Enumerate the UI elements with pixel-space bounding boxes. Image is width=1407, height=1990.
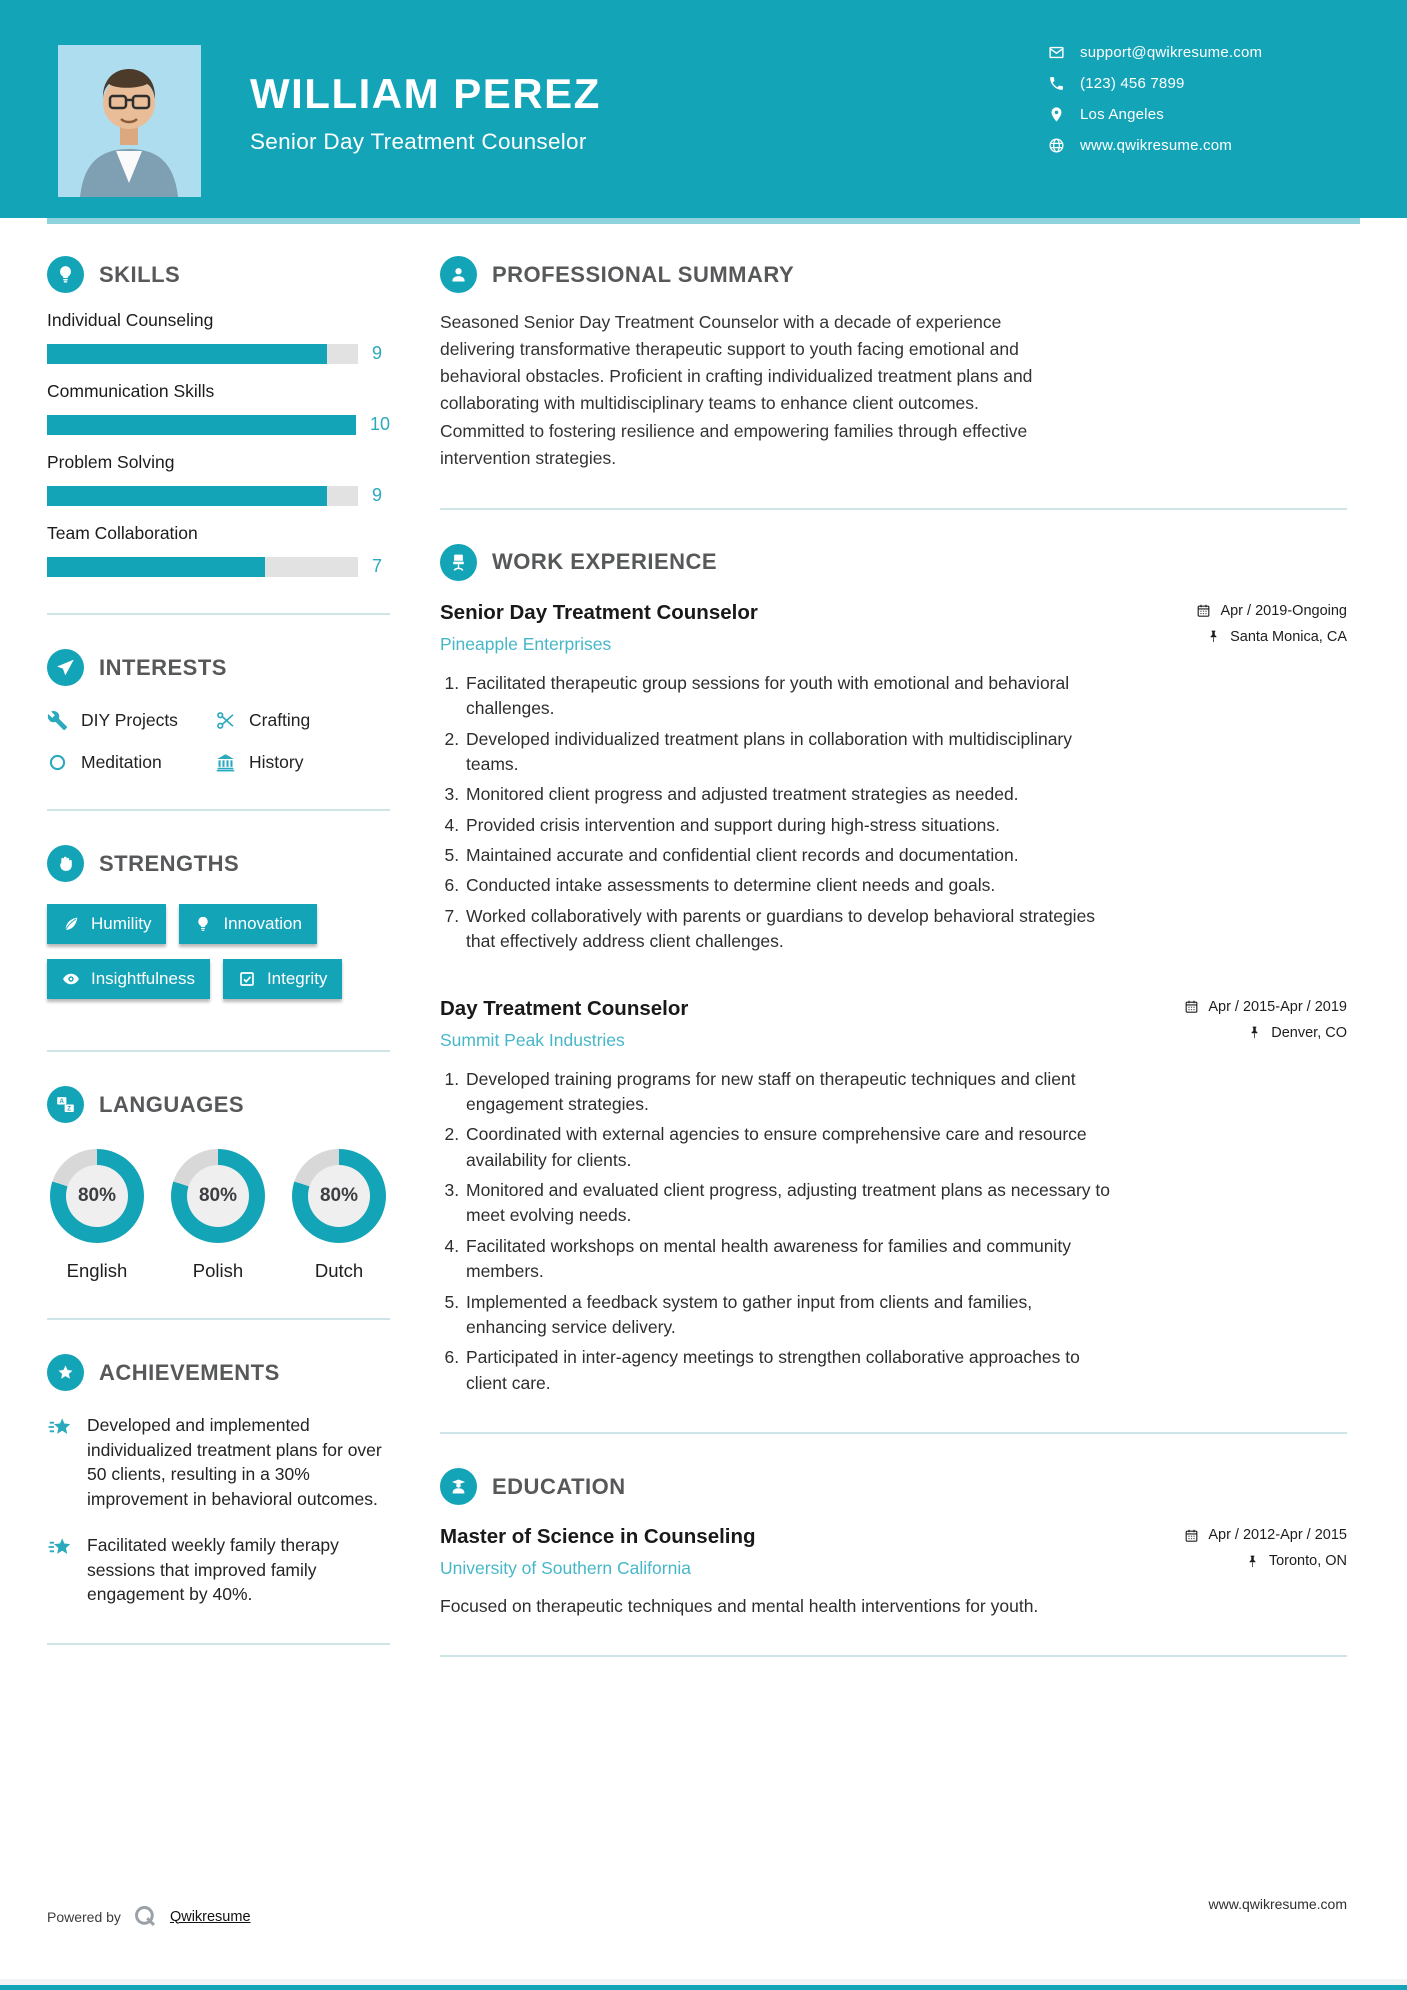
achievements-title: ACHIEVEMENTS xyxy=(99,1359,280,1385)
job-bullet: 3. Monitored client progress and adjusted treatment strategies as needed. xyxy=(464,782,1112,807)
skill-level: 10 xyxy=(369,414,390,434)
education-location-row xyxy=(1184,1553,1347,1569)
strength-chip xyxy=(47,959,210,999)
divider xyxy=(440,1655,1347,1657)
person-icon xyxy=(440,256,477,293)
museum-icon xyxy=(215,752,236,773)
skill-name: Problem Solving xyxy=(47,452,175,472)
language-item xyxy=(168,1149,268,1282)
strength-label: Humility xyxy=(91,914,152,933)
office-chair-icon xyxy=(440,544,477,581)
education-dates: Apr / 2012-Apr / 2015 xyxy=(1208,1527,1347,1543)
job-bullet: 1. Facilitated therapeutic group sessions for youth with emotional and behavioral challenges. xyxy=(464,671,1112,722)
profile-photo xyxy=(58,45,201,197)
job-dates-row xyxy=(1184,999,1347,1015)
job-location-row xyxy=(1184,1025,1347,1041)
strength-chip xyxy=(47,904,166,944)
summary-header xyxy=(440,256,1347,293)
skill-item xyxy=(47,452,390,506)
work-title: WORK EXPERIENCE xyxy=(492,549,718,575)
phone-icon xyxy=(1048,75,1065,92)
calendar-icon xyxy=(1184,1528,1199,1543)
contact-website-text: www.qwikresume.com xyxy=(1080,137,1232,154)
interests-section xyxy=(47,649,390,773)
skill-level: 9 xyxy=(372,485,383,505)
achievements-header xyxy=(47,1354,390,1391)
skill-level: 9 xyxy=(372,343,383,363)
skill-item xyxy=(47,381,390,435)
header xyxy=(0,0,1407,218)
job-location: Santa Monica, CA xyxy=(1230,628,1347,645)
skills-section xyxy=(47,256,390,577)
contact-location-row xyxy=(1048,106,1262,123)
job-dates: Apr / 2019-Ongoing xyxy=(1220,602,1347,619)
contact-phone-row xyxy=(1048,75,1262,92)
globe-icon xyxy=(1048,137,1065,154)
strength-label: Innovation xyxy=(223,914,302,933)
job-title: Senior Day Treatment Counselor xyxy=(440,600,758,624)
contact-phone-text: (123) 456 7899 xyxy=(1080,75,1185,92)
divider xyxy=(440,1432,1347,1434)
leaf-icon xyxy=(62,915,80,933)
skills-header xyxy=(47,256,390,293)
envelope-icon xyxy=(1048,44,1065,61)
interest-label: Meditation xyxy=(81,752,162,772)
skill-bar xyxy=(47,557,358,577)
pushpin-icon xyxy=(1247,1025,1262,1040)
bulb-icon xyxy=(194,915,212,933)
job-bullet: 6. Conducted intake assessments to determine client needs and goals. xyxy=(464,873,1112,898)
language-percent: 80% xyxy=(198,1185,238,1206)
skill-name: Team Collaboration xyxy=(47,523,198,543)
job-bullet: 4. Provided crisis intervention and support during high-stress situations. xyxy=(464,813,1112,838)
footer-branding xyxy=(47,1903,251,1930)
contact-block xyxy=(1048,44,1262,168)
skill-name: Individual Counseling xyxy=(47,310,214,330)
work-section xyxy=(440,544,1347,1396)
job-entry xyxy=(440,997,1347,1397)
job-company: Pineapple Enterprises xyxy=(440,633,612,654)
contact-location-text: Los Angeles xyxy=(1080,106,1164,123)
identity-block xyxy=(250,70,601,155)
job-dates-row xyxy=(1196,603,1347,619)
language-label: Polish xyxy=(192,1260,244,1281)
language-donut-chart xyxy=(292,1149,386,1243)
divider xyxy=(440,508,1347,510)
education-entry xyxy=(440,1525,1347,1619)
header-accent-strip xyxy=(47,218,1360,224)
svg-text:A: A xyxy=(59,1098,64,1106)
strength-label: Insightfulness xyxy=(91,969,195,988)
star-circle-icon xyxy=(47,1354,84,1391)
qwikresume-link[interactable]: Qwikresume xyxy=(169,1908,251,1925)
education-meta xyxy=(1184,1527,1347,1579)
main-column xyxy=(440,256,1347,1691)
footer-website: www.qwikresume.com xyxy=(1208,1896,1347,1912)
shooting-star-icon xyxy=(47,1534,73,1560)
job-meta xyxy=(1184,999,1347,1051)
language-percent: 80% xyxy=(319,1185,359,1206)
strength-label: Integrity xyxy=(266,969,328,988)
interest-label: History xyxy=(249,752,304,772)
skill-item xyxy=(47,523,390,577)
education-dates-row xyxy=(1184,1527,1347,1543)
job-company: Summit Peak Industries xyxy=(440,1029,625,1050)
degree-title: Master of Science in Counseling xyxy=(440,1525,756,1548)
job-bullet: 5. Maintained accurate and confidential client records and documentation. xyxy=(464,843,1112,868)
lightbulb-icon xyxy=(47,256,84,293)
achievements-section xyxy=(47,1354,390,1607)
divider xyxy=(47,1318,390,1320)
divider xyxy=(47,1050,390,1052)
job-bullet: 5. Implemented a feedback system to gather input from clients and families, enhancing service delivery. xyxy=(464,1290,1112,1341)
skill-name: Communication Skills xyxy=(47,381,215,401)
eye-icon xyxy=(62,970,80,988)
strengths-header xyxy=(47,845,390,882)
skill-bar xyxy=(47,486,358,506)
interest-label: DIY Projects xyxy=(81,710,178,730)
strength-chip xyxy=(179,904,316,944)
check-square-icon xyxy=(238,970,256,988)
paper-plane-icon xyxy=(47,649,84,686)
education-description: Focused on therapeutic techniques and mental health interventions for youth. xyxy=(440,1596,1039,1616)
job-bullet-list xyxy=(440,1067,1112,1397)
achievement-item xyxy=(47,1533,390,1607)
job-location-row xyxy=(1196,629,1347,645)
interests-header xyxy=(47,649,390,686)
interest-item xyxy=(215,752,390,773)
language-item xyxy=(289,1149,389,1282)
job-title: Day Treatment Counselor xyxy=(440,996,689,1020)
shooting-star-icon xyxy=(47,1414,73,1440)
contact-email-row xyxy=(1048,44,1262,61)
location-icon xyxy=(1048,106,1065,123)
interests-title: INTERESTS xyxy=(99,654,227,680)
achievement-item xyxy=(47,1413,390,1511)
achievement-text: Facilitated weekly family therapy sessions that improved family engagement by 40%. xyxy=(87,1535,339,1604)
languages-section xyxy=(47,1086,390,1282)
skill-item xyxy=(47,310,390,364)
fist-icon xyxy=(47,845,84,882)
job-location: Denver, CO xyxy=(1271,1024,1347,1041)
interest-item xyxy=(47,710,215,731)
job-entry xyxy=(440,601,1347,955)
education-header xyxy=(440,1468,1347,1505)
education-location: Toronto, ON xyxy=(1268,1553,1347,1569)
divider xyxy=(47,809,390,811)
bottom-teal-strip xyxy=(0,1985,1407,1990)
strengths-section xyxy=(47,845,390,1014)
person-name: WILLIAM PEREZ xyxy=(250,70,601,117)
wrench-icon xyxy=(47,710,68,731)
job-bullet: 2. Coordinated with external agencies to ensure comprehensive care and resource availability for clients. xyxy=(464,1122,1112,1173)
languages-title: LANGUAGES xyxy=(99,1091,245,1117)
job-bullet: 3. Monitored and evaluated client progress, adjusting treatment plans as necessary to meet evolving needs. xyxy=(464,1178,1112,1229)
education-title: EDUCATION xyxy=(492,1473,626,1499)
strength-chip xyxy=(223,959,342,999)
calendar-icon xyxy=(1184,999,1199,1014)
svg-text:Z: Z xyxy=(67,1105,72,1113)
person-job-title: Senior Day Treatment Counselor xyxy=(250,129,587,154)
job-bullet: 2. Developed individualized treatment plans in collaboration with multidisciplinary teams. xyxy=(464,727,1112,778)
skill-bar xyxy=(47,415,356,435)
pushpin-icon xyxy=(1206,629,1221,644)
pushpin-icon xyxy=(1245,1554,1260,1569)
achievement-text: Developed and implemented individualized treatment plans for over 50 clients, resulting in a 30% improvement in behavioral outcomes. xyxy=(87,1415,382,1509)
job-bullet-list xyxy=(440,671,1112,955)
job-bullet: 6. Participated in inter-agency meetings to strengthen collaborative approaches to client care. xyxy=(464,1345,1112,1396)
job-bullet: 4. Facilitated workshops on mental health awareness for families and community members. xyxy=(464,1234,1112,1285)
strengths-title: STRENGTHS xyxy=(99,850,240,876)
powered-by-label: Powered by xyxy=(47,1908,121,1925)
qwikresume-logo-icon xyxy=(132,1903,159,1930)
language-label: English xyxy=(66,1260,128,1281)
divider xyxy=(47,1643,390,1645)
language-donut-chart xyxy=(171,1149,265,1243)
scissors-icon xyxy=(215,710,236,731)
interest-item xyxy=(215,710,390,731)
job-bullet: 7. Worked collaboratively with parents or guardians to develop behavioral strategies that effectively address client challenges. xyxy=(464,904,1112,955)
work-header xyxy=(440,544,1347,581)
interest-item xyxy=(47,752,215,773)
calendar-icon xyxy=(1196,603,1211,618)
divider xyxy=(47,613,390,615)
ring-icon xyxy=(47,752,68,773)
skill-bar xyxy=(47,344,358,364)
school-name: University of Southern California xyxy=(440,1558,691,1578)
language-label: Dutch xyxy=(314,1260,364,1281)
interest-label: Crafting xyxy=(249,710,311,730)
skill-level: 7 xyxy=(372,556,383,576)
education-section xyxy=(440,1468,1347,1619)
job-meta xyxy=(1196,603,1347,655)
summary-text: Seasoned Senior Day Treatment Counselor with a decade of experience delivering transformative therapeutic support to youth facing emotional and behavioral obstacles. Proficient in crafting individualized treatment plans and collaborating with multidisciplinary teams to enhance client outcomes. Committed to fostering resilience and empowering families through effective intervention strategies. xyxy=(440,312,1033,468)
translate-icon xyxy=(47,1086,84,1123)
sidebar xyxy=(47,256,390,1679)
content xyxy=(47,256,1347,1691)
language-percent: 80% xyxy=(77,1185,117,1206)
language-item xyxy=(47,1149,147,1282)
languages-header xyxy=(47,1086,390,1123)
contact-email-text: support@qwikresume.com xyxy=(1080,44,1263,61)
skills-title: SKILLS xyxy=(99,261,181,287)
summary-section xyxy=(440,256,1347,472)
summary-title: PROFESSIONAL SUMMARY xyxy=(492,261,795,287)
profile-photo-image xyxy=(58,45,201,197)
contact-website-row xyxy=(1048,137,1262,154)
language-donut-chart xyxy=(50,1149,144,1243)
job-dates: Apr / 2015-Apr / 2019 xyxy=(1208,998,1347,1015)
graduate-icon xyxy=(440,1468,477,1505)
job-bullet: 1. Developed training programs for new staff on therapeutic techniques and client engagement strategies. xyxy=(464,1067,1112,1118)
